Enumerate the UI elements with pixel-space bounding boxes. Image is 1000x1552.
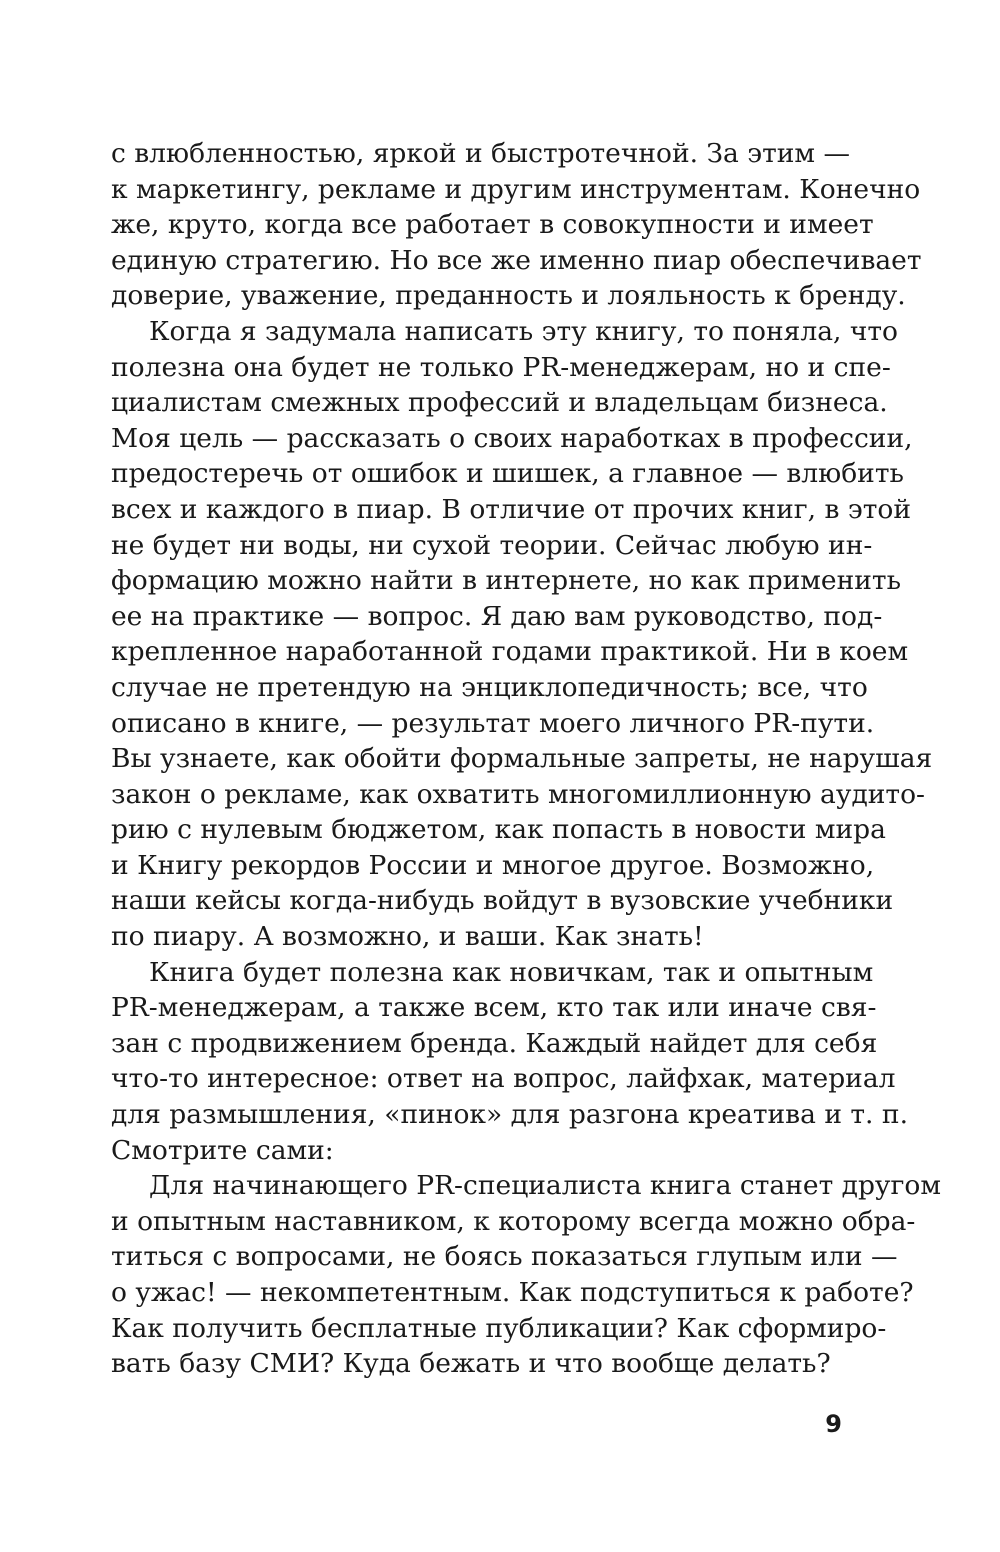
- text-line: по пиару. А возможно, и ваши. Как знать!: [111, 921, 704, 953]
- text-line: Книга будет полезна как новичкам, так и опытным: [149, 956, 874, 988]
- text-line: ее на практике — вопрос. Я даю вам руководство, под-: [111, 600, 883, 632]
- page-number: 9: [825, 1410, 842, 1438]
- text-line: описано в книге, — результат моего личного PR-пути.: [111, 707, 875, 739]
- text-line: Для начинающего PR-специалиста книга станет другом: [149, 1170, 941, 1202]
- text-line: Как получить бесплатные публикации? Как сформиро-: [111, 1312, 887, 1344]
- text-line: для размышления, «пинок» для разгона креатива и т. п.: [111, 1099, 908, 1131]
- text-line: вать базу СМИ? Куда бежать и что вообще делать?: [111, 1348, 831, 1380]
- text-line: предостеречь от ошибок и шишек, а главное — влюбить: [111, 458, 904, 490]
- text-line: что-то интересное: ответ на вопрос, лайфхак, материал: [111, 1063, 896, 1095]
- text-line: закон о рекламе, как охватить многомиллионную аудито-: [111, 778, 925, 810]
- text-line: к маркетингу, рекламе и другим инструментам. Конечно: [111, 173, 921, 205]
- text-line: крепленное наработанной годами практикой. Ни в коем: [111, 636, 909, 668]
- text-line: Смотрите сами:: [111, 1134, 334, 1166]
- text-line: не будет ни воды, ни сухой теории. Сейчас любую ин-: [111, 529, 873, 561]
- text-line: формацию можно найти в интернете, но как применить: [111, 565, 902, 597]
- text-line: Когда я задумала написать эту книгу, то поняла, что: [149, 315, 898, 347]
- text-line: единую стратегию. Но все же именно пиар обеспечивает: [111, 244, 922, 276]
- text-line: рию с нулевым бюджетом, как попасть в новости мира: [111, 814, 886, 846]
- text-line: PR-менеджерам, а также всем, кто так или иначе свя-: [111, 992, 877, 1024]
- text-line: о ужас! — некомпетентным. Как подступиться к работе?: [111, 1277, 914, 1308]
- text-line: циалистам смежных профессий и владельцам бизнеса.: [111, 387, 888, 419]
- text-line: доверие, уважение, преданность и лояльность к бренду.: [111, 280, 906, 312]
- text-line: Вы узнаете, как обойти формальные запреты, не нарушая: [111, 743, 933, 775]
- text-line: титься с вопросами, не боясь показаться глупым или —: [111, 1241, 898, 1273]
- text-line: Моя цель — рассказать о своих наработках в профессии,: [111, 422, 913, 454]
- text-line: полезна она будет не только PR-менеджерам, но и спе-: [111, 351, 891, 383]
- body-text: [111, 136, 941, 1382]
- text-line: случае не претендую на энциклопедичность; все, что: [111, 671, 868, 703]
- text-line: зан с продвижением бренда. Каждый найдет для себя: [111, 1027, 878, 1059]
- text-line: наши кейсы когда-нибудь войдут в вузовские учебники: [111, 885, 894, 917]
- text-line: и опытным наставником, к которому всегда можно обра-: [111, 1205, 916, 1237]
- text-line: и Книгу рекордов России и многое другое. Возможно,: [111, 849, 875, 881]
- text-line: же, круто, когда все работает в совокупности и имеет: [111, 209, 874, 241]
- text-line: с влюбленностью, яркой и быстротечной. За этим —: [111, 138, 850, 169]
- text-line: всех и каждого в пиар. В отличие от прочих книг, в этой: [111, 493, 911, 525]
